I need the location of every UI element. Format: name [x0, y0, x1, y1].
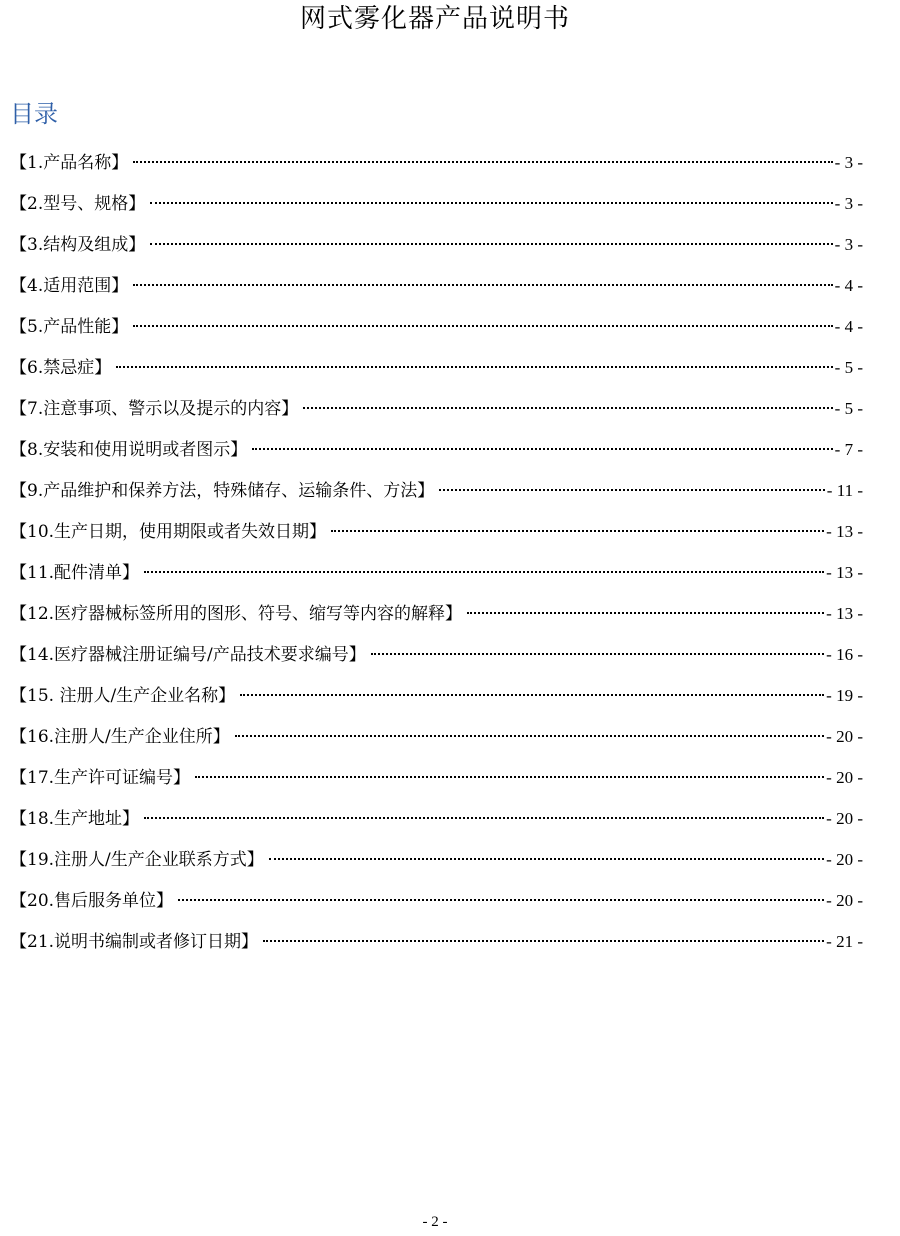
- toc-item-page: - 20 -: [826, 727, 863, 746]
- toc-item-label: 【5.产品性能】: [10, 317, 129, 337]
- toc-item[interactable]: [10, 433, 863, 474]
- toc-item[interactable]: [10, 925, 863, 966]
- toc-heading: 目录: [10, 100, 58, 128]
- toc-item-page: - 13 -: [826, 563, 863, 582]
- toc-item[interactable]: [10, 515, 863, 556]
- toc-item-page: - 16 -: [826, 645, 863, 664]
- toc-list: [10, 146, 863, 966]
- toc-item[interactable]: [10, 597, 863, 638]
- toc-item[interactable]: [10, 269, 863, 310]
- toc-item-label: 【10.生产日期，使用期限或者失效日期】: [10, 522, 327, 542]
- toc-item-page: - 13 -: [826, 604, 863, 623]
- toc-dot-leader: [240, 694, 824, 696]
- toc-item-page: - 19 -: [826, 686, 863, 705]
- toc-dot-leader: [150, 202, 832, 204]
- toc-item[interactable]: [10, 802, 863, 843]
- toc-dot-leader: [467, 612, 824, 614]
- toc-item[interactable]: [10, 228, 863, 269]
- toc-dot-leader: [116, 366, 832, 368]
- toc-item[interactable]: [10, 679, 863, 720]
- toc-item-label: 【17.生产许可证编号】: [10, 768, 191, 788]
- toc-dot-leader: [133, 161, 832, 163]
- toc-item-label: 【12.医疗器械标签所用的图形、符号、缩写等内容的解释】: [10, 604, 463, 624]
- toc-dot-leader: [133, 325, 832, 327]
- toc-item[interactable]: [10, 392, 863, 433]
- document-title: 网式雾化器产品说明书: [299, 4, 570, 34]
- toc-item-page: - 4 -: [834, 317, 863, 336]
- toc-item-label: 【20.售后服务单位】: [10, 891, 174, 911]
- toc-item[interactable]: [10, 638, 863, 679]
- toc-item-label: 【16.注册人/生产企业住所】: [10, 727, 230, 747]
- toc-item-page: - 21 -: [826, 932, 863, 951]
- toc-item-label: 【21.说明书编制或者修订日期】: [10, 932, 259, 952]
- toc-item-page: - 3 -: [834, 194, 863, 213]
- toc-item-page: - 4 -: [834, 276, 863, 295]
- toc-item-label: 【18.生产地址】: [10, 809, 140, 829]
- toc-dot-leader: [331, 530, 824, 532]
- toc-dot-leader: [144, 817, 824, 819]
- toc-item[interactable]: [10, 310, 863, 351]
- toc-item-label: 【4.适用范围】: [10, 276, 129, 296]
- toc-item-page: - 20 -: [826, 891, 863, 910]
- page-number: - 2 -: [422, 1214, 448, 1230]
- toc-item-label: 【3.结构及组成】: [10, 235, 146, 255]
- toc-item[interactable]: [10, 146, 863, 187]
- toc-item-label: 【2.型号、规格】: [10, 194, 146, 214]
- toc-item-label: 【19.注册人/生产企业联系方式】: [10, 850, 264, 870]
- toc-item-label: 【9.产品维护和保养方法，特殊储存、运输条件、方法】: [10, 481, 435, 501]
- toc-item-page: - 7 -: [834, 440, 863, 459]
- toc-item-page: - 20 -: [826, 768, 863, 787]
- toc-dot-leader: [178, 899, 824, 901]
- toc-item-label: 【6.禁忌症】: [10, 358, 112, 378]
- toc-dot-leader: [371, 653, 824, 655]
- toc-item-label: 【1.产品名称】: [10, 153, 129, 173]
- toc-item-label: 【11.配件清单】: [10, 563, 140, 583]
- toc-item-label: 【7.注意事项、警示以及提示的内容】: [10, 399, 299, 419]
- toc-dot-leader: [150, 243, 832, 245]
- toc-dot-leader: [263, 940, 824, 942]
- toc-dot-leader: [133, 284, 832, 286]
- toc-item-label: 【15. 注册人/生产企业名称】: [10, 686, 236, 706]
- toc-item[interactable]: [10, 556, 863, 597]
- toc-item-page: - 13 -: [826, 522, 863, 541]
- toc-item[interactable]: [10, 474, 863, 515]
- toc-item-page: - 20 -: [826, 850, 863, 869]
- toc-dot-leader: [439, 489, 825, 491]
- toc-item-page: - 11 -: [826, 481, 863, 500]
- toc-dot-leader: [252, 448, 832, 450]
- toc-item-page: - 20 -: [826, 809, 863, 828]
- toc-item[interactable]: [10, 187, 863, 228]
- toc-item[interactable]: [10, 843, 863, 884]
- toc-item-page: - 3 -: [834, 153, 863, 172]
- toc-dot-leader: [235, 735, 824, 737]
- toc-item-label: 【14.医疗器械注册证编号/产品技术要求编号】: [10, 645, 366, 665]
- toc-item[interactable]: [10, 720, 863, 761]
- toc-dot-leader: [303, 407, 832, 409]
- toc-item[interactable]: [10, 351, 863, 392]
- toc-dot-leader: [269, 858, 824, 860]
- toc-item[interactable]: [10, 761, 863, 802]
- toc-item[interactable]: [10, 884, 863, 925]
- toc-item-page: - 3 -: [834, 235, 863, 254]
- toc-item-page: - 5 -: [834, 358, 863, 377]
- toc-item-label: 【8.安装和使用说明或者图示】: [10, 440, 248, 460]
- toc-item-page: - 5 -: [834, 399, 863, 418]
- toc-dot-leader: [144, 571, 824, 573]
- toc-dot-leader: [195, 776, 824, 778]
